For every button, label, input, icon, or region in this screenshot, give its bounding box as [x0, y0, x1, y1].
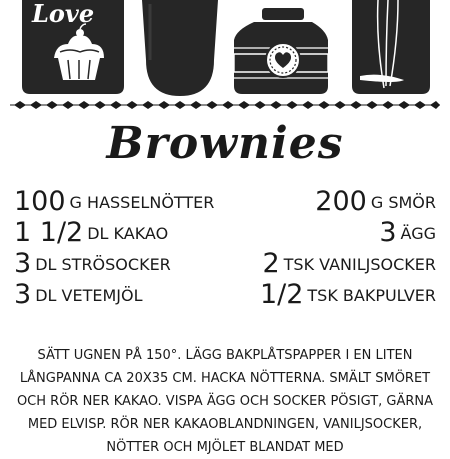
ingredient-quantity: 1/2: [259, 279, 304, 310]
recipe-instructions: SÄTT UGNEN PÅ 150°. LÄGG BAKPLÅTSPAPPER I EN LITEN LÅNGPANNA CA 20X35 CM. HACKA NÖTTERNA. SMÄLT SMÖRET OCH RÖR NER KAKAO. VISPA ÄGG OCH SOCKER PÖSIGT, GÄRNA MED ELVISP. RÖR NER KAKAOBLANDNINGEN, VANILJSOCKER, NÖTTER OCH MJÖLET BLANDAT MED: [16, 348, 434, 455]
ingredient-item: [14, 217, 168, 249]
ingredient-item: [14, 279, 142, 311]
ingredient-text: TSK BAKPULVER: [307, 286, 436, 305]
ingredient-quantity: 3: [14, 248, 32, 279]
ingredient-quantity: 1 1/2: [14, 217, 84, 248]
ingredient-row: [14, 248, 436, 279]
tall-jar-icon: [142, 0, 218, 96]
ingredient-row: [14, 279, 436, 310]
ingredient-item: [14, 186, 214, 218]
recipe-title: Brownies: [106, 118, 344, 169]
ingredient-item: [262, 248, 436, 280]
ingredient-item: [14, 248, 171, 280]
ingredient-text: TSK VANILJSOCKER: [283, 255, 436, 274]
ingredient-text: DL VETEMJÖL: [35, 286, 143, 305]
ingredient-text: DL KAKAO: [87, 224, 169, 243]
love-jar-icon: [22, 0, 124, 94]
utensil-jar-icon: [352, 0, 430, 94]
ingredient-quantity: 3: [14, 279, 32, 310]
ingredient-text: G SMÖR: [370, 193, 436, 212]
decorative-divider: [8, 100, 442, 110]
ingredient-quantity: 3: [379, 217, 397, 248]
ingredient-quantity: 100: [14, 186, 66, 217]
jar-love-label: Love: [32, 0, 95, 28]
ingredient-quantity: 200: [315, 186, 367, 217]
heart-jar-icon: [234, 8, 328, 94]
ingredient-list: [14, 186, 436, 310]
ingredient-item: [260, 279, 436, 311]
ingredient-item: [315, 186, 436, 218]
kitchen-jars-illustration: [0, 0, 450, 102]
ingredient-text: ÄGG: [400, 224, 436, 243]
ingredient-row: [14, 217, 436, 248]
ingredient-text: DL STRÖSOCKER: [35, 255, 171, 274]
ingredient-item: [379, 217, 436, 249]
ingredient-text: G HASSELNÖTTER: [69, 193, 215, 212]
ingredient-quantity: 2: [262, 248, 280, 279]
ingredient-row: [14, 186, 436, 217]
